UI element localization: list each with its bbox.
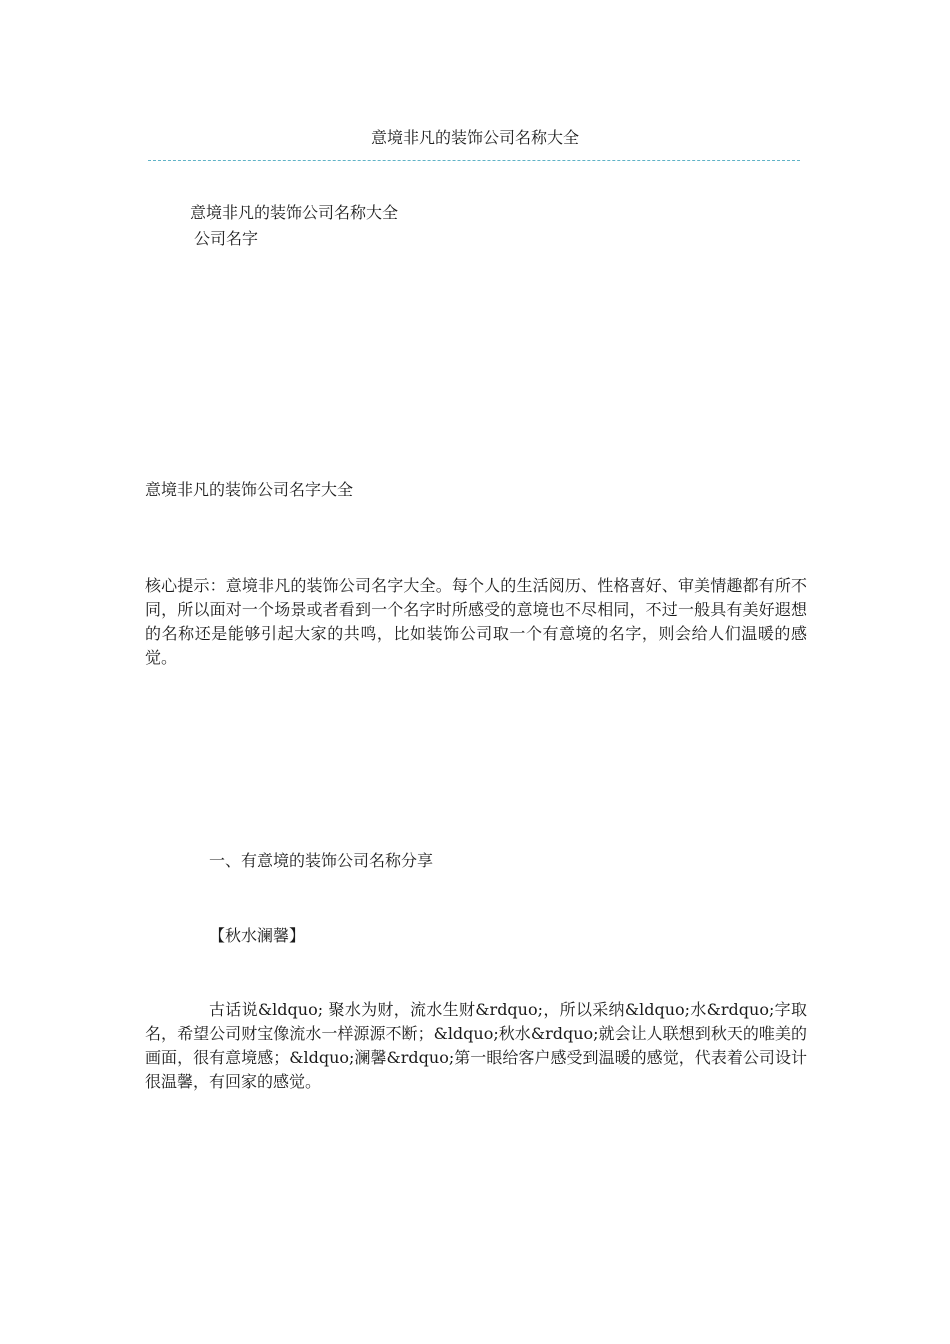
section-title: 意境非凡的装饰公司名字大全: [145, 480, 354, 499]
title-divider: [148, 160, 800, 161]
paragraph-qiushui: 古话说&ldquo; 聚水为财，流水生财&rdquo;，所以采纳&ldquo;水&rdquo;字取名，希望公司财宝像流水一样源源不断；&ldquo;秋水&rdquo;就会让人联想到秋天的唯美的画面，很有意境感；&ldquo;澜馨&rdquo;第一眼给客户感受到温暖的感觉，代表着公司设计很温馨，有回家的感觉。: [145, 1000, 807, 1091]
page-title: 意境非凡的装饰公司名称大全: [370, 128, 579, 147]
heading-name-sharing: 一、有意境的装饰公司名称分享: [209, 851, 434, 870]
header-line-subtitle: 公司名字: [194, 229, 259, 248]
summary-paragraph: 核心提示：意境非凡的装饰公司名字大全。每个人的生活阅历、性格喜好、审美情趣都有所不同，所以面对一个场景或者看到一个名字时所感受的意境也不尽相同，不过一般具有美好遐想的名称还是能够引起大家的共鸣，比如装饰公司取一个有意境的名字，则会给人们温暖的感觉。: [145, 576, 807, 667]
company-name-qiushui: 【秋水澜馨】: [209, 926, 306, 945]
header-line-title: 意境非凡的装饰公司名称大全: [190, 203, 399, 222]
